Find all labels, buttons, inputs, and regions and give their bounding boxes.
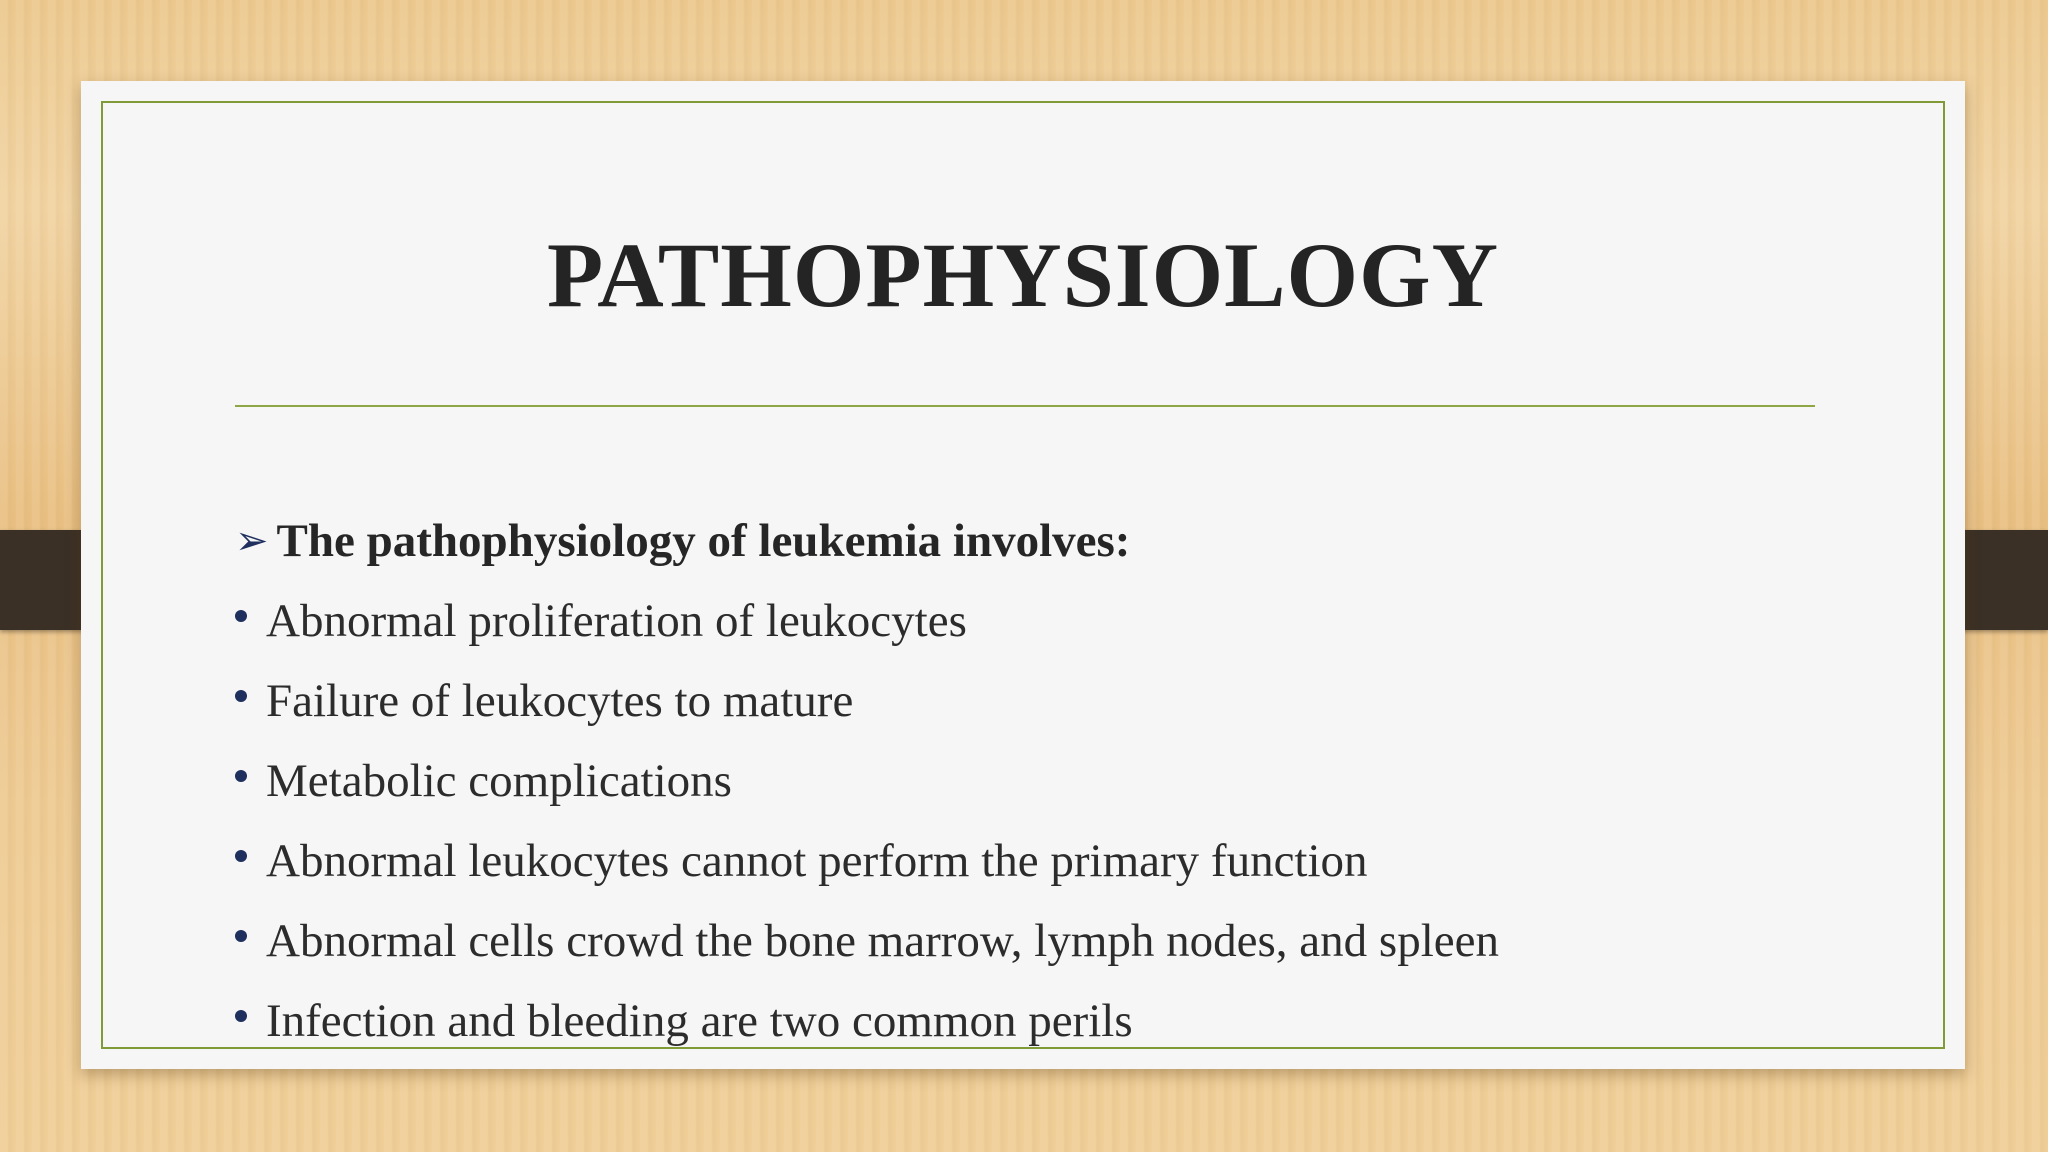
title-divider — [235, 405, 1815, 407]
bullet-item — [235, 911, 1499, 991]
bullet-text: Failure of leukocytes to mature — [266, 675, 854, 727]
content-heading — [235, 511, 1130, 571]
bullet-dot-icon — [235, 1010, 247, 1022]
bullet-list — [235, 591, 1499, 1071]
bullet-text: Metabolic complications — [266, 755, 732, 807]
bullet-item — [235, 831, 1499, 911]
bullet-dot-icon — [235, 770, 247, 782]
bullet-dot-icon — [235, 610, 247, 622]
bullet-dot-icon — [235, 690, 247, 702]
bullet-text: Abnormal leukocytes cannot perform the primary function — [266, 835, 1368, 887]
bullet-item — [235, 751, 1499, 831]
bullet-item — [235, 591, 1499, 671]
bullet-dot-icon — [235, 850, 247, 862]
bullet-text: Infection and bleeding are two common perils — [266, 995, 1133, 1047]
bullet-item — [235, 991, 1499, 1071]
arrowhead-bullet-icon: ➢ — [235, 518, 269, 564]
bullet-item — [235, 671, 1499, 751]
bullet-text: Abnormal proliferation of leukocytes — [266, 595, 967, 647]
bullet-dot-icon — [235, 930, 247, 942]
content-heading-text: The pathophysiology of leukemia involves: — [276, 515, 1131, 567]
slide-title: PATHOPHYSIOLOGY — [546, 224, 1500, 326]
slide-card — [81, 81, 1965, 1069]
bullet-text: Abnormal cells crowd the bone marrow, lymph nodes, and spleen — [266, 915, 1499, 967]
